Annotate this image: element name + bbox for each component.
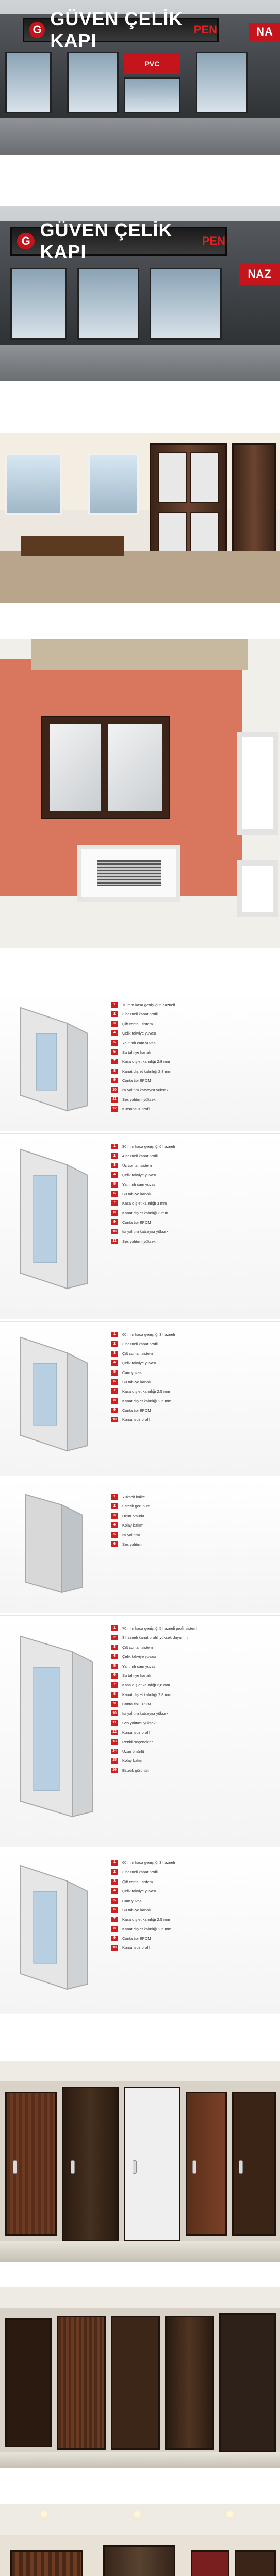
feature-text: Kolay bakım: [122, 1523, 144, 1528]
feature-text: Kasa dış et kalınlığı 3 mm: [122, 1201, 167, 1206]
feature-text: Kanat dış et kalınlığı 2,8 mm: [122, 1069, 172, 1074]
feature-text: Kasa dış et kalınlığı 2,8 mm: [122, 1059, 170, 1064]
feature-item: [111, 1504, 150, 1509]
side-sign: NA: [249, 23, 280, 41]
feature-number-badge: 7: [111, 1682, 118, 1688]
feature-text: 60 mm kasa genişliği 3 hazneli: [122, 1860, 175, 1865]
feature-number-badge: 12: [111, 1106, 118, 1112]
feature-text: Ses yalıtımı yüksek: [122, 1097, 156, 1102]
profile-cross-section: [10, 1332, 103, 1461]
feature-number-badge: 5: [111, 1370, 118, 1376]
feature-number-badge: 15: [111, 1758, 118, 1764]
steel-door: [62, 2087, 119, 2241]
feature-number-badge: 9: [111, 1078, 118, 1083]
feature-text: Kasa dış et kalınlığı 2,5 mm: [122, 1917, 170, 1922]
feature-number-badge: 16: [111, 1768, 118, 1773]
feature-number-badge: 1: [111, 1002, 118, 1008]
feature-item: [111, 1173, 175, 1177]
profile-section-6: [0, 1850, 280, 2014]
feature-item: [111, 1069, 175, 1074]
steel-door: [57, 2316, 106, 2450]
desk: [21, 536, 124, 556]
feature-number-badge: 4: [111, 1030, 118, 1036]
feature-item: [111, 1220, 175, 1225]
office-window: [5, 453, 62, 515]
profile-cross-section: [10, 1003, 103, 1121]
steel-door: [165, 2316, 214, 2450]
feature-text: 70 mm kasa genişliği 5 hazneli: [122, 1003, 175, 1007]
feature-item: [111, 1533, 150, 1537]
window-display-photo: [0, 639, 280, 948]
feature-item: [111, 1514, 150, 1518]
feature-item: [111, 1730, 197, 1735]
feature-text: Kurşunsuz profil: [122, 1945, 150, 1951]
shop-window: [124, 77, 180, 113]
feature-number-badge: 10: [111, 1229, 118, 1234]
feature-number-badge: 2: [111, 1869, 118, 1875]
feature-item: [111, 1768, 197, 1773]
feature-text: Conta tipi EPDM: [122, 1702, 151, 1706]
feature-number-badge: 5: [111, 1664, 118, 1669]
feature-item: [111, 1673, 197, 1678]
feature-item: [111, 1003, 175, 1007]
feature-number-badge: 14: [111, 1749, 118, 1754]
feature-number-badge: 4: [111, 1360, 118, 1366]
profile-section-4: [0, 1479, 280, 1613]
store-sign: [10, 219, 227, 262]
feature-item: [111, 1879, 175, 1884]
feature-number-badge: 5: [111, 1898, 118, 1904]
steel-door: [103, 2545, 175, 2576]
feature-item: [111, 1022, 175, 1026]
feature-number-badge: 10: [111, 1087, 118, 1093]
doors-showroom-1: [0, 2061, 280, 2262]
doors-showroom-2: [0, 2287, 280, 2468]
feature-number-badge: 6: [111, 1379, 118, 1385]
feature-item: [111, 1635, 197, 1640]
feature-item: [111, 1163, 175, 1168]
steel-door: [219, 2313, 276, 2452]
feature-text: 80 mm kasa genişliği 6 hazneli: [122, 1144, 175, 1149]
facade-top: [31, 639, 248, 670]
feature-item: [111, 1860, 175, 1865]
feature-text: Isı yalıtım katsayısı yüksek: [122, 1088, 169, 1093]
feature-item: [111, 1927, 175, 1931]
steel-door: [124, 2087, 180, 2241]
steel-door: [235, 2550, 276, 2576]
feature-number-badge: 5: [111, 1532, 118, 1538]
feature-item: [111, 1211, 175, 1215]
feature-number-badge: 10: [111, 1710, 118, 1716]
feature-text: Kanat dış et kalınlığı 2,5 mm: [122, 1926, 172, 1931]
feature-number-badge: 5: [111, 1040, 118, 1046]
feature-item: [111, 1154, 175, 1158]
feature-text: Uzun ömürlü: [122, 1513, 144, 1518]
steel-door: [5, 2092, 57, 2236]
profile-cross-section: [10, 1631, 108, 1827]
feature-number-badge: 4: [111, 1522, 118, 1528]
steel-door: [5, 2318, 52, 2447]
feature-number-badge: 3: [111, 1645, 118, 1650]
feature-item: [111, 1361, 175, 1365]
feature-text: 3 hazneli kanat profili: [122, 1012, 159, 1017]
feature-item: [111, 1370, 175, 1375]
feature-text: 3 hazneli kanat profili: [122, 1342, 159, 1347]
feature-text: Kanat dış et kalınlığı 3 mm: [122, 1210, 168, 1215]
feature-item: [111, 1107, 175, 1111]
feature-text: Conta tipi EPDM: [122, 1936, 151, 1941]
feature-list: [111, 1144, 175, 1248]
feature-item: [111, 1078, 175, 1083]
feature-number-badge: 12: [111, 1730, 118, 1735]
feature-item: [111, 1889, 175, 1893]
feature-number-badge: 2: [111, 1635, 118, 1640]
feature-list: [111, 1003, 175, 1116]
feature-item: [111, 1692, 197, 1697]
feature-item: [111, 1031, 175, 1036]
feature-text: Yüksek kalite: [122, 1495, 145, 1499]
feature-list: [111, 1860, 175, 1955]
profile-cross-section: [10, 1144, 103, 1299]
feature-text: Çift contalı sistem: [122, 1645, 153, 1650]
steel-door: [186, 2092, 227, 2236]
feature-number-badge: 8: [111, 1210, 118, 1216]
feature-number-badge: 1: [111, 1494, 118, 1500]
feature-item: [111, 1408, 175, 1413]
feature-item: [111, 1097, 175, 1102]
feature-number-badge: 4: [111, 1654, 118, 1659]
feature-item: [111, 1542, 150, 1547]
feature-item: [111, 1899, 175, 1903]
feature-text: Ses yalıtımı yüksek: [122, 1720, 156, 1725]
shop-window: [10, 268, 67, 340]
feature-item: [111, 1380, 175, 1384]
feature-item: [111, 1351, 175, 1356]
office-photo: [0, 433, 280, 603]
feature-number-badge: 3: [111, 1351, 118, 1357]
feature-text: Çift contalı sistem: [122, 1351, 153, 1356]
shop-window: [196, 52, 248, 113]
feature-number-badge: 3: [111, 1163, 118, 1168]
feature-number-badge: 6: [111, 1541, 118, 1547]
feature-text: Kanat dış et kalınlığı 2,8 mm: [122, 1692, 172, 1697]
feature-item: [111, 1389, 175, 1394]
feature-number-badge: 6: [111, 1673, 118, 1679]
feature-text: Ses yalıtımı yüksek: [122, 1239, 156, 1244]
feature-number-badge: 2: [111, 1503, 118, 1509]
feature-item: [111, 1711, 197, 1716]
feature-text: Renkli seçenekler: [122, 1739, 153, 1744]
profile-cross-section: [10, 1860, 103, 1999]
feature-item: [111, 1088, 175, 1092]
profile-section-5: [0, 1615, 280, 1847]
feature-list: [111, 1495, 150, 1551]
feature-text: 60 mm kasa genişliği 3 hazneli: [122, 1332, 175, 1337]
feature-text: Kasa dış et kalınlığı 2,8 mm: [122, 1683, 170, 1688]
feature-number-badge: 9: [111, 1701, 118, 1707]
feature-text: 3 hazneli kanat profili: [122, 1870, 159, 1875]
feature-item: [111, 1342, 175, 1346]
feature-item: [111, 1870, 175, 1874]
feature-item: [111, 1917, 175, 1922]
feature-item: [111, 1417, 175, 1422]
feature-number-badge: 3: [111, 1513, 118, 1519]
feature-text: Üç contalı sistem: [122, 1163, 152, 1168]
feature-number-badge: 1: [111, 1860, 118, 1866]
feature-text: Isı yalıtım katsayısı yüksek: [122, 1711, 169, 1716]
feature-number-badge: 9: [111, 1219, 118, 1225]
feature-text: Cam yuvası: [122, 1370, 143, 1375]
feature-list: [111, 1626, 197, 1777]
feature-item: [111, 1758, 197, 1763]
shop-window: [67, 52, 119, 113]
feature-item: [111, 1749, 197, 1754]
feature-text: Yalıtımlı cam yuvası: [122, 1664, 157, 1669]
feature-text: Ses yalıtımı: [122, 1541, 143, 1547]
feature-item: [111, 1908, 175, 1912]
feature-number-badge: 11: [111, 1097, 118, 1103]
feature-text: Estetik görünüm: [122, 1768, 151, 1773]
feature-number-badge: 13: [111, 1739, 118, 1745]
feature-text: Su tahliye kanalı: [122, 1191, 151, 1196]
feature-item: [111, 1702, 197, 1706]
feature-number-badge: 8: [111, 1926, 118, 1932]
feature-text: Kolay bakım: [122, 1758, 144, 1764]
feature-item: [111, 1654, 197, 1659]
feature-item: [111, 1495, 150, 1499]
feature-text: Çelik takviye yuvası: [122, 1889, 156, 1894]
pvc-window-frame: [41, 716, 170, 819]
brand-logo-icon: G: [17, 233, 35, 249]
feature-number-badge: 5: [111, 1182, 118, 1188]
feature-list: [111, 1332, 175, 1427]
feature-text: Cam yuvası: [122, 1898, 143, 1903]
feature-text: Su tahliye kanalı: [122, 1049, 151, 1055]
storefront-photo-1: [0, 0, 280, 155]
feature-number-badge: 8: [111, 1069, 118, 1074]
side-window: [237, 732, 278, 835]
feature-item: [111, 1936, 175, 1941]
feature-item: [111, 1012, 175, 1016]
storefront-photo-2: [0, 206, 280, 381]
feature-text: Su tahliye kanalı: [122, 1673, 151, 1678]
feature-text: 3 hazneli kanat profili yüksek dayanım: [122, 1635, 188, 1640]
feature-number-badge: 7: [111, 1917, 118, 1922]
side-sign: NAZ: [239, 263, 280, 285]
feature-number-badge: 8: [111, 1398, 118, 1404]
profile-section-2: [0, 1133, 280, 1319]
feature-item: [111, 1332, 175, 1337]
doors-closeup: [0, 2504, 280, 2576]
office-floor: [0, 551, 280, 603]
profile-section-1: [0, 992, 280, 1131]
feature-number-badge: 3: [111, 1879, 118, 1885]
feature-item: [111, 1192, 175, 1196]
feature-number-badge: 11: [111, 1239, 118, 1244]
feature-number-badge: 6: [111, 1191, 118, 1197]
steel-door: [10, 2550, 83, 2576]
feature-number-badge: 9: [111, 1936, 118, 1941]
feature-text: Kurşunsuz profil: [122, 1730, 150, 1735]
store-sign: [23, 8, 219, 51]
feature-text: Conta tipi EPDM: [122, 1220, 151, 1225]
feature-item: [111, 1645, 197, 1650]
feature-number-badge: 1: [111, 1625, 118, 1631]
feature-text: 70 mm kasa genişliği 5 hazneli profil sistemi: [122, 1626, 197, 1631]
feature-number-badge: 1: [111, 1144, 118, 1149]
brand-logo-icon: G: [29, 22, 45, 38]
feature-text: Su tahliye kanalı: [122, 1379, 151, 1384]
brand-suffix: PEN: [202, 234, 225, 247]
feature-item: [111, 1059, 175, 1064]
feature-text: Yalıtımlı cam yuvası: [122, 1040, 157, 1045]
feature-item: [111, 1182, 175, 1187]
feature-text: Çelik takviye yuvası: [122, 1361, 156, 1366]
sidewalk: [0, 118, 280, 155]
feature-number-badge: 7: [111, 1059, 118, 1064]
steel-door: [191, 2550, 229, 2576]
feature-number-badge: 4: [111, 1172, 118, 1178]
feature-text: Kurşunsuz profil: [122, 1417, 150, 1422]
feature-number-badge: 7: [111, 1200, 118, 1206]
feature-item: [111, 1229, 175, 1234]
feature-text: Çelik takviye yuvası: [122, 1173, 156, 1178]
feature-number-badge: 11: [111, 1720, 118, 1726]
feature-number-badge: 2: [111, 1153, 118, 1159]
feature-number-badge: 8: [111, 1692, 118, 1698]
shop-window: [77, 268, 139, 340]
feature-item: [111, 1144, 175, 1149]
feature-number-badge: 10: [111, 1417, 118, 1422]
feature-item: [111, 1399, 175, 1403]
feature-item: [111, 1945, 175, 1950]
feature-text: Isı yalıtım katsayısı yüksek: [122, 1229, 169, 1234]
feature-number-badge: 6: [111, 1049, 118, 1055]
shop-window: [150, 268, 222, 340]
feature-item: [111, 1721, 197, 1725]
brand-name: GÜVEN ÇELİK KAPI: [50, 8, 183, 51]
feature-text: Su tahliye kanalı: [122, 1907, 151, 1912]
pvc-badge: PVC: [124, 54, 180, 74]
feature-item: [111, 1239, 175, 1244]
office-window: [88, 453, 139, 515]
side-window: [237, 860, 278, 917]
feature-text: Conta tipi EPDM: [122, 1078, 151, 1083]
vent-box: [77, 845, 180, 902]
feature-item: [111, 1523, 150, 1528]
feature-item: [111, 1664, 197, 1669]
feature-item: [111, 1683, 197, 1687]
feature-text: Çift contalı sistem: [122, 1879, 153, 1884]
feature-text: Uzun ömürlü: [122, 1749, 144, 1754]
feature-text: Conta tipi EPDM: [122, 1408, 151, 1413]
feature-number-badge: 2: [111, 1341, 118, 1347]
feature-item: [111, 1041, 175, 1045]
feature-text: Kanat dış et kalınlığı 2,5 mm: [122, 1398, 172, 1403]
feature-number-badge: 6: [111, 1907, 118, 1913]
feature-number-badge: 7: [111, 1388, 118, 1394]
feature-text: Kurşunsuz profil: [122, 1107, 150, 1112]
feature-text: Çelik takviye yuvası: [122, 1654, 156, 1659]
feature-text: 4 hazneli kanat profili: [122, 1154, 159, 1159]
brand-name: GÜVEN ÇELİK KAPI: [40, 219, 173, 262]
shop-window: [5, 52, 52, 113]
profile-section-3: [0, 1321, 280, 1476]
feature-number-badge: 1: [111, 1332, 118, 1337]
feature-item: [111, 1201, 175, 1206]
feature-text: Yalıtımlı cam yuvası: [122, 1182, 157, 1187]
sidewalk: [0, 345, 280, 381]
profile-cross-section: [10, 1489, 103, 1603]
feature-text: Çift contalı sistem: [122, 1021, 153, 1026]
feature-number-badge: 3: [111, 1021, 118, 1027]
feature-number-badge: 2: [111, 1011, 118, 1017]
feature-text: Çelik takviye yuvası: [122, 1031, 156, 1036]
feature-text: Kasa dış et kalınlığı 2,5 mm: [122, 1389, 170, 1394]
feature-item: [111, 1626, 197, 1631]
feature-text: Isı yalıtımı: [122, 1532, 140, 1537]
feature-number-badge: 10: [111, 1945, 118, 1951]
feature-text: Estetik görünüm: [122, 1504, 151, 1509]
feature-item: [111, 1050, 175, 1055]
steel-door: [111, 2316, 160, 2450]
steel-door: [232, 2092, 276, 2236]
feature-item: [111, 1740, 197, 1744]
feature-number-badge: 9: [111, 1408, 118, 1413]
feature-number-badge: 4: [111, 1888, 118, 1894]
brand-suffix: PEN: [193, 23, 217, 36]
